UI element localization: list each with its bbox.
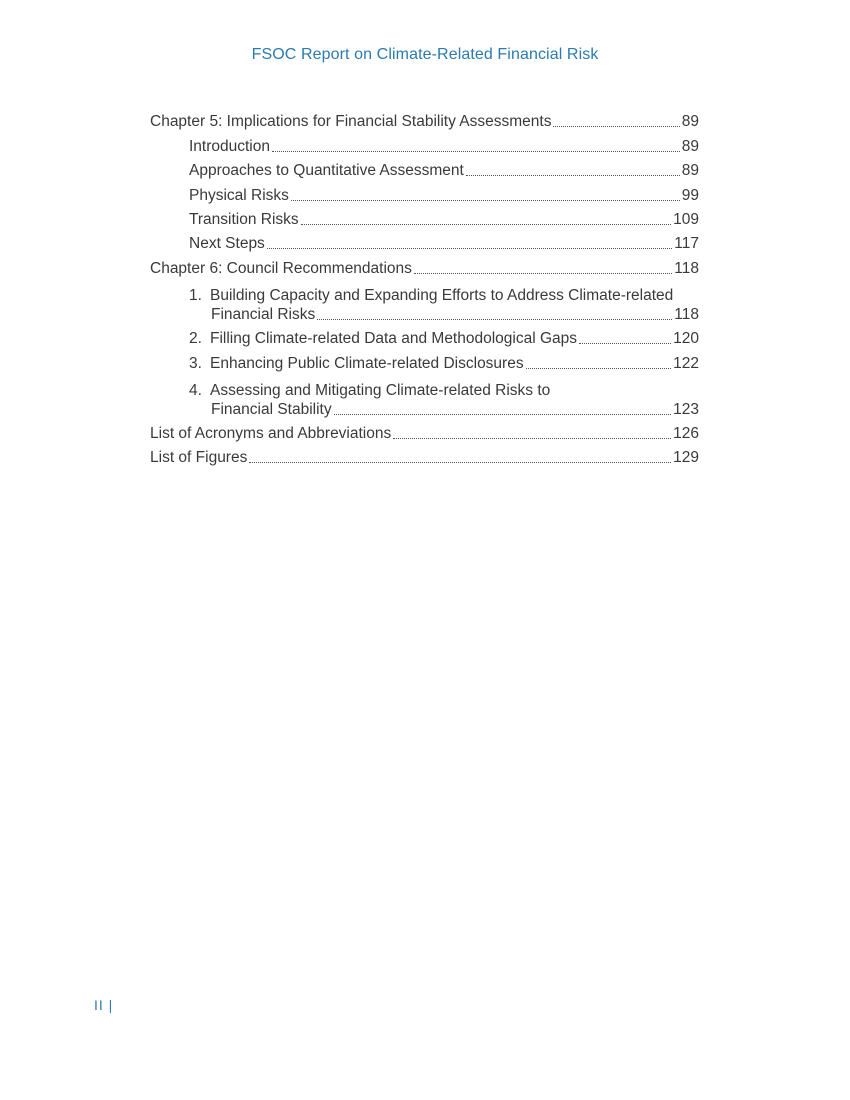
toc-entry-title <box>189 329 577 349</box>
dot-leader <box>414 273 672 274</box>
toc-entry-title: Chapter 6: Council Recommendations <box>150 259 412 277</box>
toc-item-number: 1. <box>189 286 202 304</box>
toc-entry-recommendation-1[interactable] <box>150 279 699 306</box>
toc-page-number: 89 <box>681 113 699 131</box>
toc-entry-text: Enhancing Public Climate-related Disclosures <box>210 354 524 372</box>
dot-leader <box>267 248 672 249</box>
toc-entry-title-line-1 <box>189 286 673 306</box>
dot-leader <box>317 319 672 320</box>
toc-entry-title: List of Acronyms and Abbreviations <box>150 424 392 442</box>
toc-entry-recommendation-1-continued[interactable] <box>150 306 699 325</box>
toc-page-number: 117 <box>674 235 699 253</box>
running-header-title: FSOC Report on Climate-Related Financial Risk <box>251 46 599 63</box>
toc-entry-title: Approaches to Quantitative Assessment <box>189 162 464 180</box>
toc-entry-title: List of Figures <box>150 449 248 467</box>
toc-entry-approaches-quantitative-assessment[interactable] <box>150 157 699 181</box>
toc-page-number: 120 <box>673 330 699 348</box>
toc-entry-title: Physical Risks <box>189 186 289 204</box>
dot-leader <box>579 343 671 344</box>
page-number-footer: II | <box>94 997 114 1013</box>
dot-leader <box>301 224 671 225</box>
toc-entry-title: Chapter 5: Implications for Financial Stability Assessments <box>150 113 552 131</box>
toc-entry-title <box>189 354 524 374</box>
toc-entry-figures[interactable] <box>150 444 699 468</box>
dot-leader <box>553 126 679 127</box>
dot-leader <box>249 462 671 463</box>
toc-page-number: 118 <box>674 259 699 277</box>
toc-entry-transition-risks[interactable] <box>150 206 699 230</box>
toc-entry-next-steps[interactable] <box>150 230 699 254</box>
toc-page-number: 129 <box>673 449 699 467</box>
toc-entry-recommendation-2[interactable] <box>150 325 699 349</box>
toc-entry-title-line-1 <box>189 381 550 401</box>
toc-page-number: 122 <box>673 354 699 372</box>
toc-page-number: 99 <box>681 186 699 204</box>
dot-leader <box>526 368 672 369</box>
dot-leader <box>334 414 672 415</box>
toc-entry-title-line-2: Financial Stability <box>211 400 332 418</box>
toc-entry-physical-risks[interactable] <box>150 181 699 205</box>
toc-entry-title: Next Steps <box>189 235 265 253</box>
toc-entry-chapter-6[interactable] <box>150 254 699 278</box>
toc-entry-title-line-2: Financial Risks <box>211 305 316 323</box>
toc-entry-title: Transition Risks <box>189 210 299 228</box>
toc-entry-title: Introduction <box>189 137 270 155</box>
dot-leader <box>272 151 680 152</box>
toc-item-number: 2. <box>189 330 202 348</box>
toc-page-number: 126 <box>673 424 699 442</box>
toc-entry-introduction[interactable] <box>150 132 699 156</box>
toc-entry-text: Assessing and Mitigating Climate-related Risks to <box>210 381 551 399</box>
toc-entry-recommendation-4[interactable] <box>150 374 699 401</box>
toc-page-number: 89 <box>681 137 699 155</box>
toc-page-number: 89 <box>681 162 699 180</box>
toc-entry-text: Building Capacity and Expanding Efforts to Address Climate-related <box>210 286 674 304</box>
toc-item-number: 4. <box>189 381 202 399</box>
toc-entry-acronyms[interactable] <box>150 420 699 444</box>
toc-page-number: 118 <box>674 305 699 323</box>
dot-leader <box>291 200 680 201</box>
toc-page-number: 123 <box>673 400 699 418</box>
toc-entry-recommendation-3[interactable] <box>150 349 699 373</box>
toc-item-number: 3. <box>189 354 202 372</box>
toc-page-number: 109 <box>673 210 699 228</box>
dot-leader <box>393 438 671 439</box>
toc-entry-text: Filling Climate-related Data and Methodological Gaps <box>210 330 578 348</box>
table-of-contents <box>150 108 699 468</box>
toc-entry-recommendation-4-continued[interactable] <box>150 401 699 420</box>
dot-leader <box>466 175 680 176</box>
toc-entry-chapter-5[interactable] <box>150 108 699 132</box>
